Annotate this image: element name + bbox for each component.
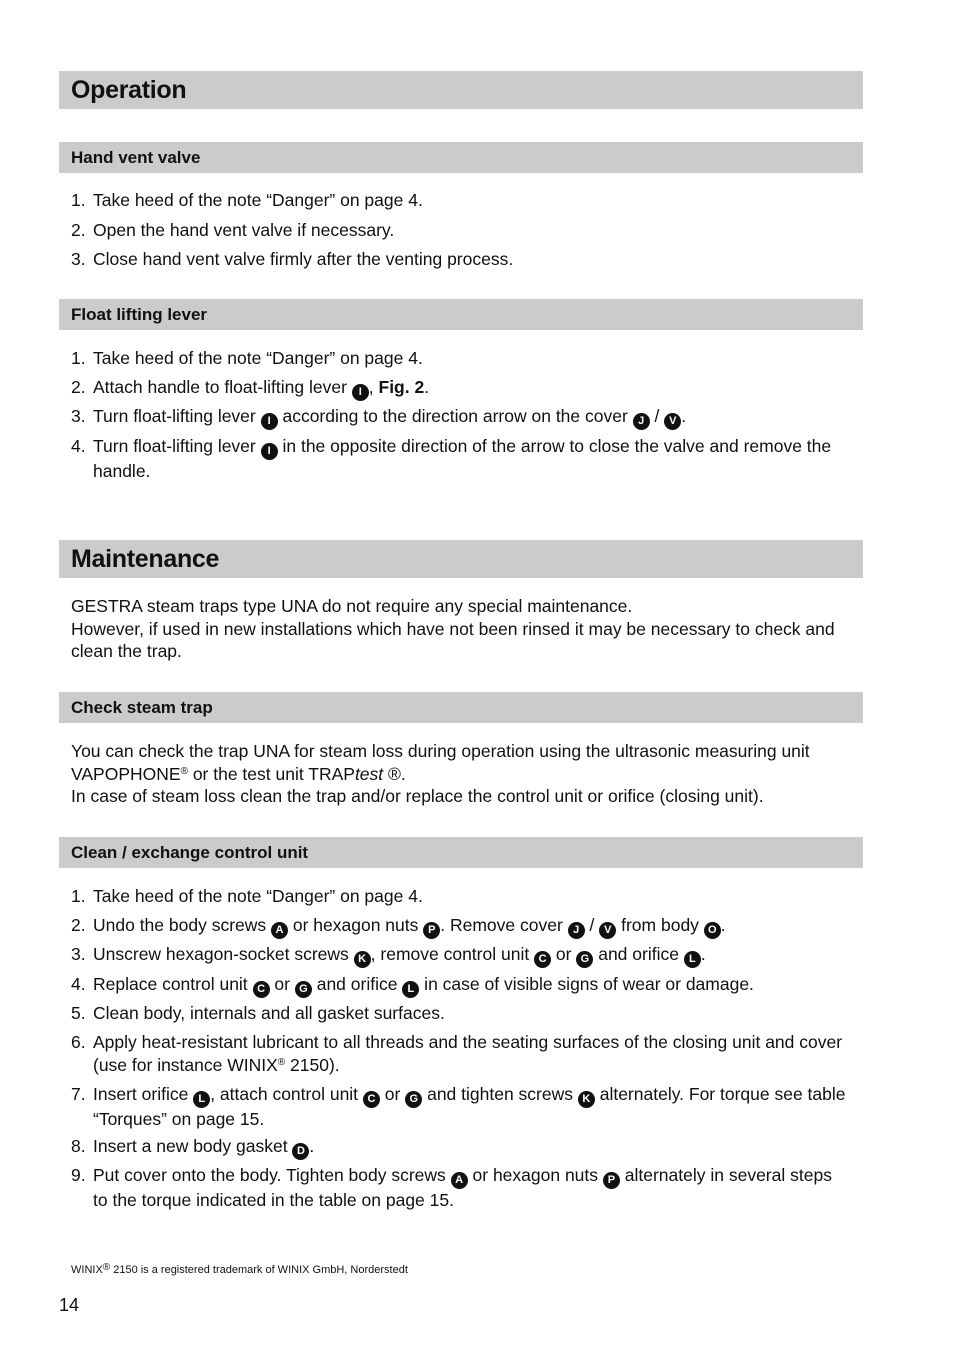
callout-marker: G	[295, 981, 312, 998]
list-item: 2. Open the hand vent valve if necessary.	[71, 220, 395, 240]
list-item: 1. Take heed of the note “Danger” on page 4.	[71, 190, 423, 210]
callout-marker: A	[271, 922, 288, 939]
list-item: 1. Take heed of the note “Danger” on page 4.	[71, 348, 423, 368]
list-item: 2. Undo the body screws A or hexagon nuts P . Remove cover J / V from body O .	[71, 914, 851, 939]
callout-marker: P	[423, 922, 440, 939]
maintenance-heading: Maintenance	[59, 540, 863, 578]
list-item: 4. Replace control unit C or G and orifice L in case of visible signs of wear or damage.	[71, 973, 851, 998]
list-item: 5. Clean body, internals and all gasket surfaces.	[71, 1003, 445, 1023]
callout-marker: O	[704, 922, 721, 939]
callout-marker: L	[402, 981, 419, 998]
callout-marker: V	[664, 413, 681, 430]
check-text-line: You can check the trap UNA for steam loss during operation using the ultrasonic measuring unit VAPOPHONE® or the test unit TRAPtest ®.	[71, 741, 810, 784]
callout-marker: I	[261, 413, 278, 430]
callout-marker: L	[193, 1091, 210, 1108]
list-item: 6. Apply heat-resistant lubricant to all threads and the seating surfaces of the closing unit and cover (use for instance WINIX® 2150).	[71, 1032, 843, 1075]
list-item: 3. Close hand vent valve firmly after the venting process.	[71, 249, 514, 269]
maintenance-intro-line: However, if used in new installations which have not been rinsed it may be necessary to check and clean the trap.	[71, 618, 835, 661]
list-item: 3. Unscrew hexagon-socket screws K , remove control unit C or G and orifice L .	[71, 943, 851, 968]
list-item: 7. Insert orifice L , attach control unit C or G and tighten screws K alternately. For torque see table “Torques” on page 15.	[71, 1084, 846, 1129]
callout-marker: J	[568, 922, 585, 939]
hand-vent-valve-heading: Hand vent valve	[59, 142, 863, 173]
callout-marker: K	[578, 1091, 595, 1108]
check-steam-trap-text	[71, 740, 851, 808]
callout-marker: C	[253, 981, 270, 998]
callout-marker: G	[576, 951, 593, 968]
callout-marker: I	[352, 384, 369, 401]
float-lifting-lever-heading: Float lifting lever	[59, 299, 863, 330]
check-steam-trap-heading: Check steam trap	[59, 692, 863, 723]
list-item: 2. Attach handle to float-lifting lever I , Fig. 2.	[71, 376, 851, 401]
check-text-line: In case of steam loss clean the trap and/or replace the control unit or orifice (closing unit).	[71, 786, 764, 806]
callout-marker: J	[633, 413, 650, 430]
callout-marker: G	[405, 1091, 422, 1108]
callout-marker: C	[363, 1091, 380, 1108]
callout-marker: L	[684, 951, 701, 968]
list-item: 3. Turn float-lifting lever I according to the direction arrow on the cover J / V .	[71, 405, 851, 430]
operation-heading: Operation	[59, 71, 863, 109]
callout-marker: A	[451, 1172, 468, 1189]
list-item: 4. Turn float-lifting lever I in the opposite direction of the arrow to close the valve and remove the handle.	[71, 436, 832, 481]
clean-exchange-heading: Clean / exchange control unit	[59, 837, 863, 868]
list-item: 8. Insert a new body gasket D .	[71, 1135, 851, 1160]
callout-marker: V	[599, 922, 616, 939]
maintenance-intro	[71, 595, 851, 663]
list-item: 9. Put cover onto the body. Tighten body screws A or hexagon nuts P alternately in several steps to the torque indicated in the table on page 15.	[71, 1165, 832, 1210]
callout-marker: C	[534, 951, 551, 968]
maintenance-intro-line: GESTRA steam traps type UNA do not require any special maintenance.	[71, 596, 633, 616]
list-item: 1. Take heed of the note “Danger” on page 4.	[71, 886, 423, 906]
callout-marker: D	[292, 1143, 309, 1160]
callout-marker: I	[261, 443, 278, 460]
callout-marker: K	[354, 951, 371, 968]
page-number: 14	[59, 1295, 80, 1315]
callout-marker: P	[603, 1172, 620, 1189]
footnote: WINIX® 2150 is a registered trademark of WINIX GmbH, Norderstedt	[71, 1262, 408, 1276]
